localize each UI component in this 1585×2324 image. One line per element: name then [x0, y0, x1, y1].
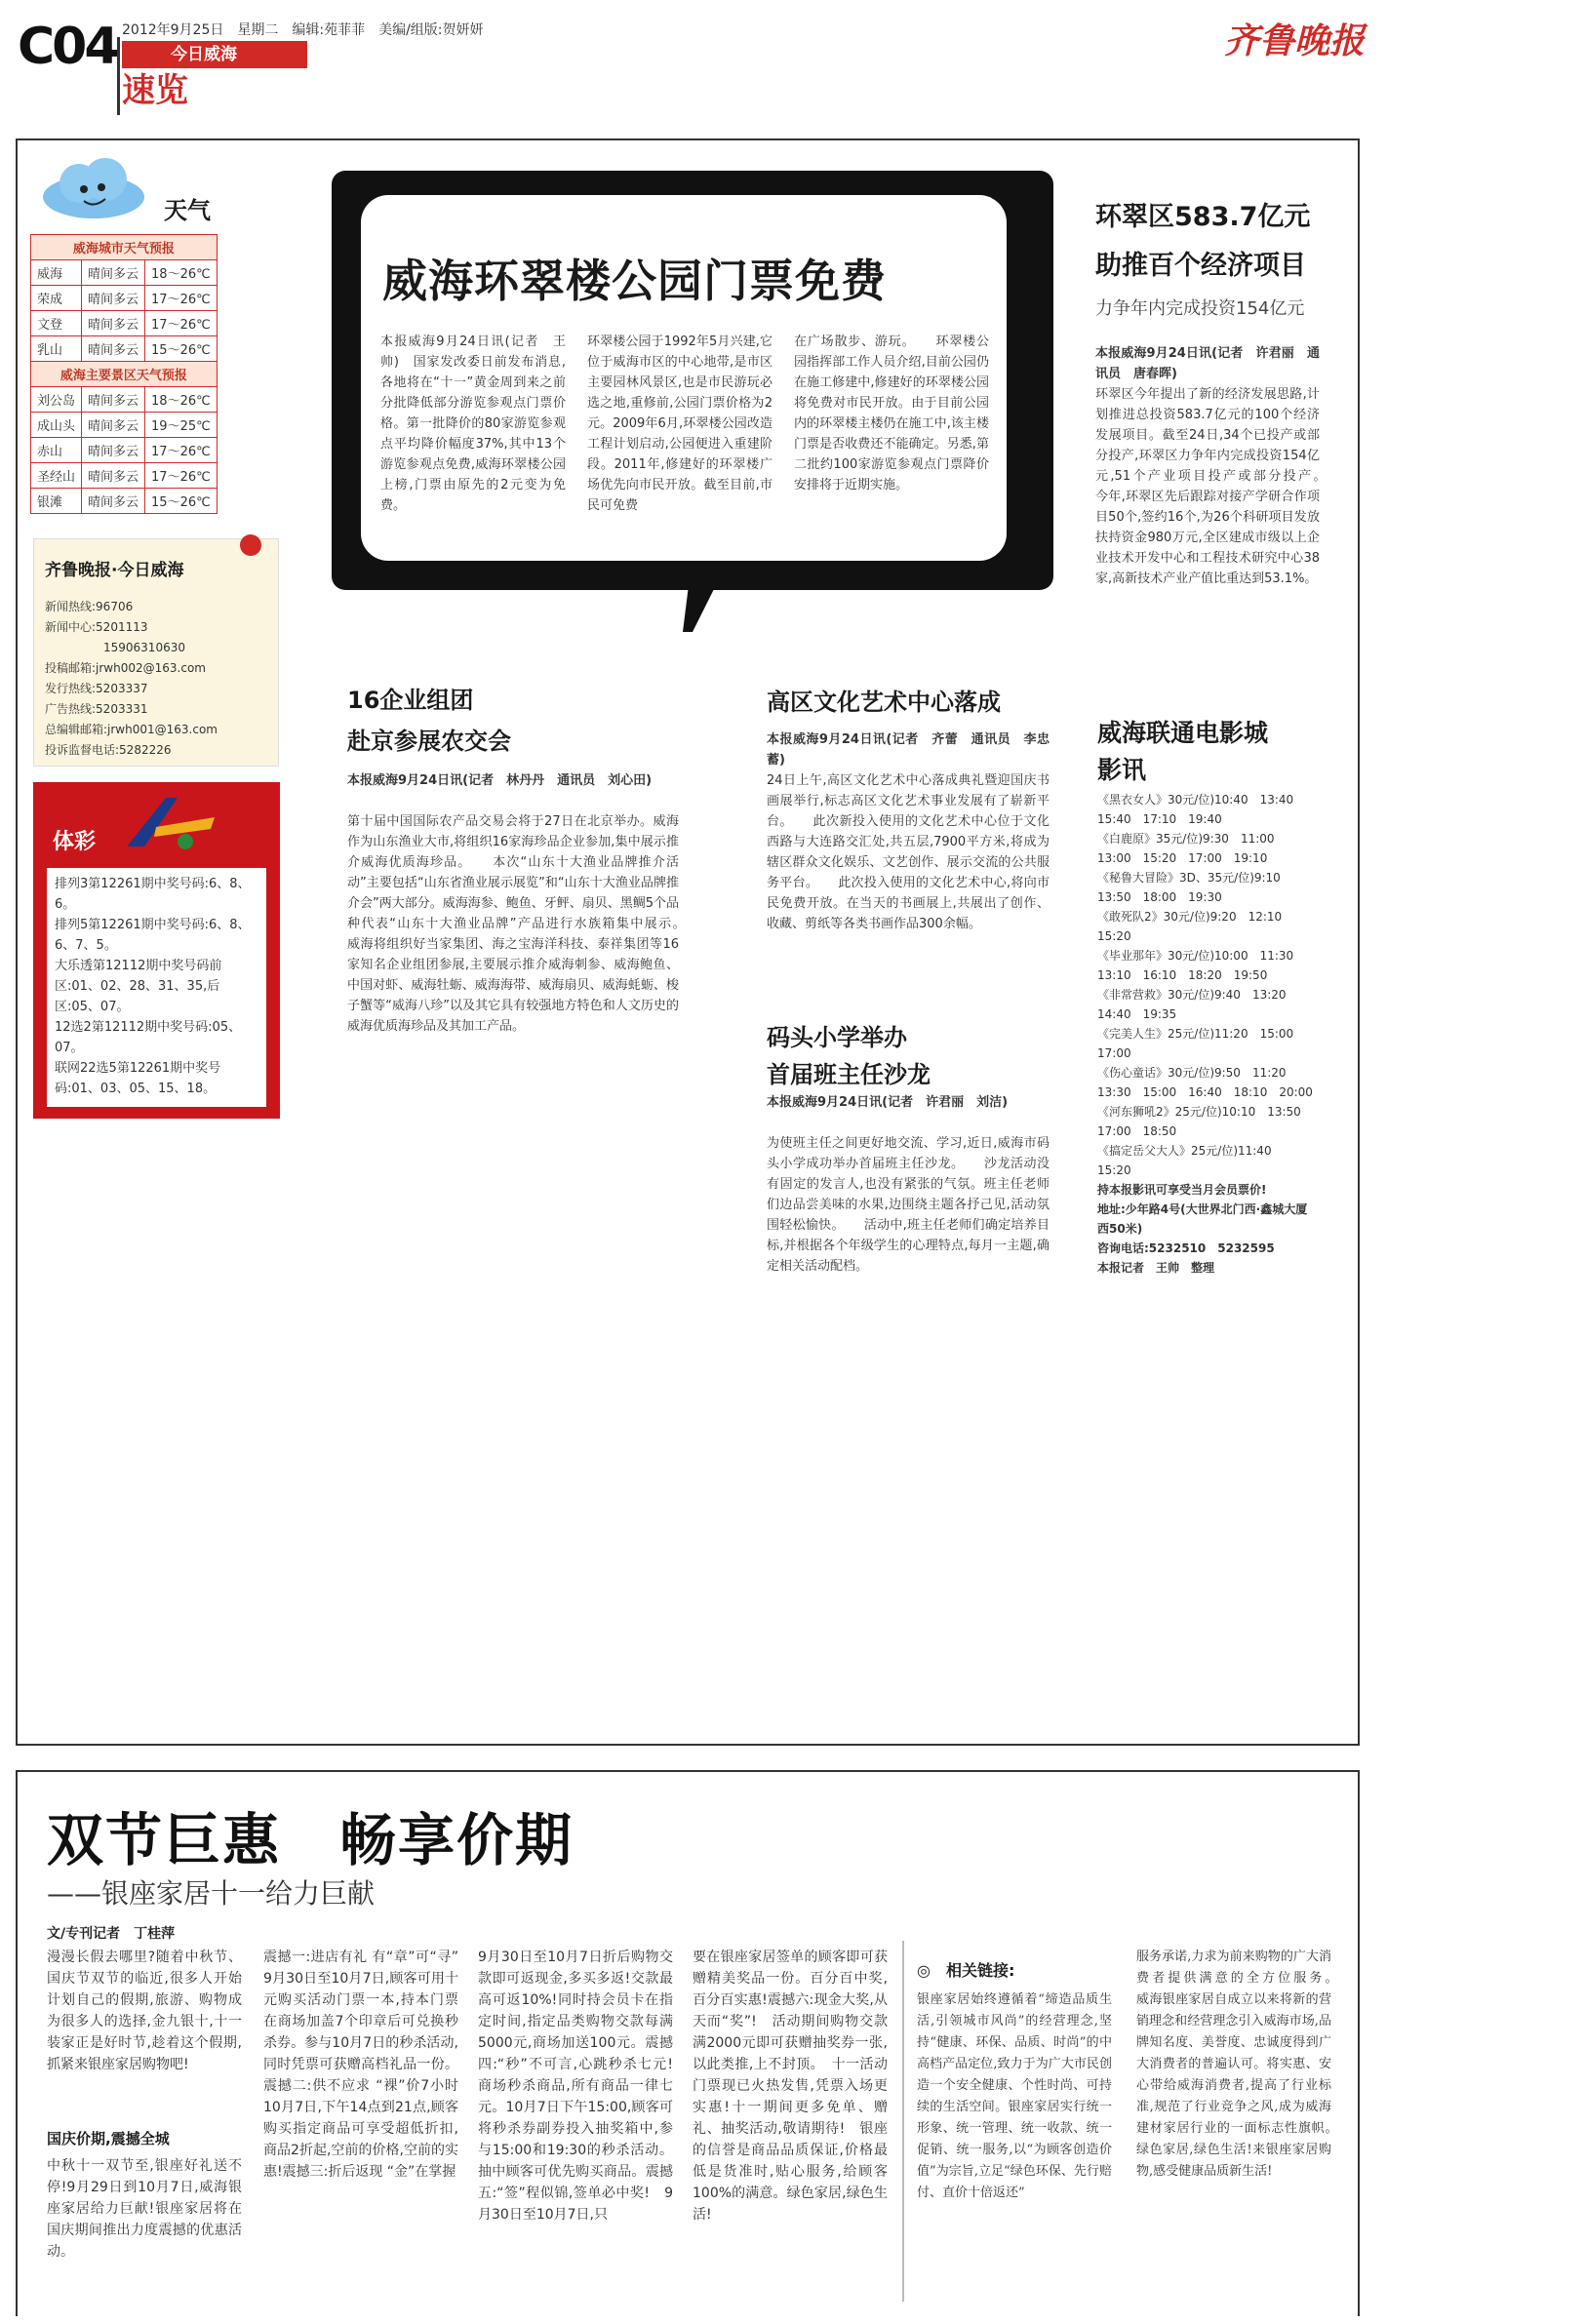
lead-column-1: 本报威海9月24日讯(记者 王帅) 国家发改委日前发布消息,各地将在“十一”黄金周到来之前分批降低部分游览参观点门票价格。第一批降价的80家游览参观点平均降价幅度37%,其中13个游览参观点免费,威海环翠楼公园上榜,门票由原先的2元变为免费。: [380, 335, 566, 513]
table-row: 威海 晴间多云 18～26℃: [31, 260, 218, 286]
feature-intro: 漫漫长假去哪里?随着中秋节、国庆节双节的临近,很多人开始计划自己的假期,旅游、购物成为很多人的选择,金九银十,十一装家正是好时节,趁着这个假期,抓紧来银座家居购物吧!: [47, 1950, 242, 2072]
link-body-continued: 服务承诺,力求为前来购物的广大消费者提供满意的全方位服务。 威海银座家居自成立以来将新的营销理念和经营理念引入威海市场,品牌知名度、美誉度、忠诚度得到广大消费者的普遍认可。将实惠、安心带给威海消费者,提高了行业标准,规范了行业竞争之风,成为威海建材家居行业的一面标志性旗帜。 绿色家居,绿色生活!来银座家居购物,感受健康品质新生活!: [1136, 1950, 1358, 2179]
lottery-title: 体彩: [53, 830, 97, 854]
issue-meta: 2012年9月25日 星期二 编辑:苑菲菲 美编/组版:贺妍妍: [122, 22, 484, 38]
contact-line: 投诉监督电话:5282226: [45, 743, 172, 757]
lottery-logo-icon: [117, 788, 224, 856]
cinema-headline-1: 威海联通电影城: [1097, 719, 1269, 747]
school-headline-1: 码头小学举办: [767, 1024, 907, 1051]
lottery-line: 12选2第12112期中奖号码:05、07。: [55, 1020, 242, 1055]
feature-column-3: 9月30日至10月7日折后购物交款即可返现金,多买多返!交款最高可返10%!同时持会员卡在指定时间,指定品类购物交款每满5000元,商场加送100元。震撼四:“秒”不可言,心跳秒杀七元! 商场秒杀商品,所有商品一律七元。10月7日下午15:00,顾客可将秒杀券副券投入抽奖箱中,参与15:00和19:30的秒杀活动。抽中顾客可优先购买商品。震撼五:“签”程似锦,签单必中奖! 9月30日至10月7日,只: [478, 1950, 687, 2223]
cinema-listing: [1097, 790, 1317, 1278]
film-item: 《非常营救》30元/位)9:40 13:20 14:40 19:35: [1097, 988, 1298, 1021]
link-title: ◎ 相关链接:: [917, 1961, 1015, 1980]
film-item: 《伤心童话》30元/位)9:50 11:20 13:30 15:00 16:40 18:10 20:00: [1097, 1066, 1313, 1099]
table-row: 乳山 晴间多云 15～26℃: [31, 336, 218, 362]
contact-line: 15906310630: [45, 641, 185, 654]
feature-column-2: 震撼一:进店有礼 有“章”可“寻” 9月30日至10月7日,顾客可用十元购买活动门票一本,持本门票在商场加盖7个印章后可兑换秒杀券。参与10月7日的秒杀活动,同时凭票可获赠高档礼品一份。震撼二:供不应求 “裸”价7小时 10月7日,下午14点到21点,顾客购买指定商品可享受超低折扣,商品2折起,空前的价格,空前的实惠!震撼三:折后返现 “金”在掌握: [263, 1950, 472, 2180]
film-item: 《完美人生》25元/位)11:20 15:00 17:00: [1097, 1027, 1306, 1060]
feature-headline: 双节巨惠 畅享价期: [47, 1807, 575, 1873]
expo-body: 第十届中国国际农产品交易会将于27日在北京举办。威海作为山东渔业大市,将组织16家海珍品企业参加,集中展示推介威海优质海珍品。 本次“山东十大渔业品牌推介活动”主要包括“山东省渔业展示展览”和“山东十大渔业品牌推介会”两大部分。威海海参、鲍鱼、牙鲆、扇贝、黑鲷5个品种代表“山东十大渔业品牌”产品进行水族箱集中展示。 威海将组织好当家集团、海之宝海洋科技、泰祥集团等16家知名企业组团参展,主要展示推介威海刺参、威海鲍鱼、中国对虾、威海牡蛎、威海海带、威海扇贝、威海蚝蛎、梭子蟹等“威海八珍”以及其它具有较强地方特色和人文历史的威海优质海珍品及其加工产品。: [347, 814, 705, 1034]
huancui-headline-1: 环翠区583.7亿元: [1095, 202, 1311, 232]
huancui-subhead: 力争年内完成投资154亿元: [1095, 298, 1305, 319]
contact-list: [45, 597, 274, 761]
weather-scenic-header: 威海主要景区天气预报: [31, 362, 218, 387]
masthead-rule: [117, 37, 120, 115]
lottery-list: [55, 874, 261, 1099]
table-row: 圣经山 晴间多云 17～26℃: [31, 463, 218, 489]
lottery-line: 排列5第12261期中奖号码:6、8、6、7、5。: [55, 918, 251, 953]
weather-title: 天气: [164, 197, 211, 224]
table-row: 银滩 晴间多云 15～26℃: [31, 489, 218, 514]
table-row: 荣成 晴间多云 17～26℃: [31, 286, 218, 311]
newspaper-logo: 齐鲁晚报: [1224, 20, 1366, 61]
expo-headline-2: 赴京参展农交会: [347, 728, 511, 755]
pin-icon: [240, 534, 261, 556]
table-row: 成山头 晴间多云 19～25℃: [31, 413, 218, 438]
lottery-line: 联网22选5第12261期中奖号码:01、03、05、15、18。: [55, 1061, 221, 1096]
film-item: 《黑衣女人》30元/位)10:40 13:40 15:40 17:10 19:40: [1097, 793, 1306, 826]
section-tag: 今日威海: [122, 41, 307, 68]
table-row: 文登 晴间多云 17～26℃: [31, 311, 218, 336]
feature-para-1: 中秋十一双节至,银座好礼送不停!9月29日到10月7日,威海银座家居给力巨献!银座家居将在国庆期间推出力度震撼的优惠活动。: [47, 2158, 242, 2260]
table-row: 赤山 晴间多云 17～26℃: [31, 438, 218, 463]
lead-column-3: 在广场散步、游玩。 环翠楼公园指挥部工作人员介绍,目前公园仍在施工修建中,修建好的环翠楼公园将免费对市民开放。由于目前公园内的环翠楼主楼仍在施工中,该主楼门票是否收费还不能确定。另悉,第二批约100家游览参观点门票降价安排将于近期实施。: [794, 335, 989, 492]
cinema-footer-line: 咨询电话:5232510 5232595: [1097, 1241, 1275, 1255]
school-body: 为使班主任之间更好地交流、学习,近日,威海市码头小学成功举办首届班主任沙龙。 沙龙活动没有固定的发言人,也没有紧张的气氛。班主任老师们边品尝美味的水果,边围绕主题各抒己见,活动氛围轻松愉快。 活动中,班主任老师们确定培养目标,并根据各个年级学生的心理特点,每月一主题,确定相关活动配档。: [767, 1136, 1050, 1274]
tv-stand: [683, 585, 722, 634]
cinema-headline-2: 影讯: [1097, 756, 1147, 784]
lottery-line: 大乐透第12112期中奖号码前区:01、02、28、31、35,后区:05、07。: [55, 959, 222, 1014]
huancui-headline-2: 助推百个经济项目: [1095, 251, 1306, 281]
contact-line: 新闻中心:5201113: [45, 620, 148, 634]
lead-column-2: 环翠楼公园于1992年5月兴建,它位于威海市区的中心地带,是市区主要园林风景区,也是市民游玩必选之地,重修前,公园门票价格为2元。2009年6月,环翠楼公园改造工程计划启动,公园便进入重建阶段。2011年,修建好的环翠楼广场优先向市民开放。截至目前,市民可免费: [587, 335, 773, 513]
weather-table: [30, 234, 218, 514]
school-headline-2: 首届班主任沙龙: [767, 1061, 931, 1088]
cinema-footer-line: 持本报影讯可享受当月会员票价!: [1097, 1183, 1267, 1197]
column-divider: [902, 1941, 904, 2302]
culture-byline: 本报威海9月24日讯(记者 齐蕾 通讯员 李忠蓄): [767, 732, 1050, 768]
film-item: 《毕业那年》30元/位)10:00 11:30 13:10 16:10 18:20 19:50: [1097, 949, 1306, 982]
cinema-footer-line: 地址:少年路4号(大世界北门西·鑫城大厦西50米): [1097, 1202, 1308, 1236]
table-row: 刘公岛 晴间多云 18～26℃: [31, 387, 218, 413]
feature-subhead-1: 国庆价期,震撼全城: [47, 2130, 170, 2147]
contact-line: 投稿邮箱:jrwh002@163.com: [45, 661, 206, 675]
lottery-line: 排列3第12261期中奖号码:6、8、6。: [55, 877, 251, 912]
huancui-body: 环翠区今年提出了新的经济发展思路,计划推进总投资583.7亿元的100个经济发展项目。截至24日,34个已投产或部分投产,环翠区力争年内完成投资154亿元,51个产业项目投产或部分投产。 今年,环翠区先后跟踪对接产学研合作项目50个,签约16个,为26个科研项目发放扶持资金980万元,全区建成市级以上企业技术开发中心和工程技术研究中心38家,高新技术产业产值比重达到53.1%。: [1095, 387, 1346, 586]
contact-line: 发行热线:5203337: [45, 682, 148, 695]
feature-subhead: ——银座家居十一给力巨献: [47, 1877, 376, 1910]
school-byline: 本报威海9月24日讯(记者 许君丽 刘洁): [767, 1095, 1009, 1110]
section-title: 速览: [122, 71, 188, 110]
film-item: 《秘鲁大冒险》3D、35元/位)9:10 13:50 18:00 19:30: [1097, 871, 1292, 904]
page-number: C04: [18, 18, 117, 76]
lead-headline: 威海环翠楼公园门票免费: [382, 255, 887, 307]
expo-byline: 本报威海9月24日讯(记者 林丹丹 通讯员 刘心田): [347, 773, 653, 788]
contact-line: 广告热线:5203331: [45, 702, 148, 716]
expo-headline-1: 16企业组团: [347, 687, 474, 714]
culture-headline: 高区文化艺术中心落成: [767, 689, 1001, 716]
cloud-icon: [35, 156, 152, 224]
film-item: 《河东狮吼2》25元/位)10:10 13:50 17:00 18:50: [1097, 1105, 1313, 1138]
contact-title: 齐鲁晚报·今日威海: [45, 561, 184, 580]
culture-body: 24日上午,高区文化艺术中心落成典礼暨迎国庆书画展举行,标志高区文化艺术事业发展有了崭新平台。 此次新投入使用的文化艺术中心位于文化西路与大连路交汇处,共五层,7900平方米,将成为辖区群众文化娱乐、文艺创作、展示交流的公共服务平台。 此次投入使用的文化艺术中心,将向市民免费开放。在当天的书画展上,共展出了创作、收藏、剪纸等各类书画作品300余幅。: [767, 773, 1050, 931]
link-body: 银座家居始终遵循着“缔造品质生活,引领城市风尚”的经营理念,坚持“健康、环保、品质、时尚”的中高档产品定位,致力于为广大市民创造一个安全健康、个性时尚、可持续的生活空间。银座家居实行统一形象、统一管理、统一收款、统一促销、统一服务,以“为顾客创造价值”为宗旨,立足“绿色环保、先行赔付、直价十倍返还”: [917, 1992, 1112, 2200]
film-item: 《搞定岳父大人》25元/位)11:40 15:20: [1097, 1144, 1284, 1177]
film-item: 《敢死队2》30元/位)9:20 12:10 15:20: [1097, 910, 1294, 943]
weather-city-header: 威海城市天气预报: [31, 235, 218, 260]
film-item: 《白鹿原》35元/位)9:30 11:00 13:00 15:20 17:00 19:10: [1097, 832, 1287, 865]
feature-column-4: 要在银座家居签单的顾客即可获赠精美奖品一份。百分百中奖,百分百实惠!震撼六:现金大奖,从天而“奖”! 活动期间购物交款满2000元即可获赠抽奖券一张,以此类推,上不封顶。 十一活动门票现已火热发售,凭票入场更实惠!十一期间更多免单、赠礼、抽奖活动,敬请期待! 银座的信誉是商品品质保证,价格最低是货准时,贴心服务,给顾客100%的满意。绿色家居,绿色生活!: [693, 1950, 888, 2223]
huancui-byline: 本报威海9月24日讯(记者 许君丽 通讯员 唐春晖): [1095, 346, 1320, 381]
cinema-footer-line: 本报记者 王帅 整理: [1097, 1261, 1215, 1275]
feature-byline: 文/专刊记者 丁桂萍: [47, 1926, 176, 1942]
contact-line: 总编辑邮箱:jrwh001@163.com: [45, 723, 218, 736]
contact-line: 新闻热线:96706: [45, 600, 134, 613]
